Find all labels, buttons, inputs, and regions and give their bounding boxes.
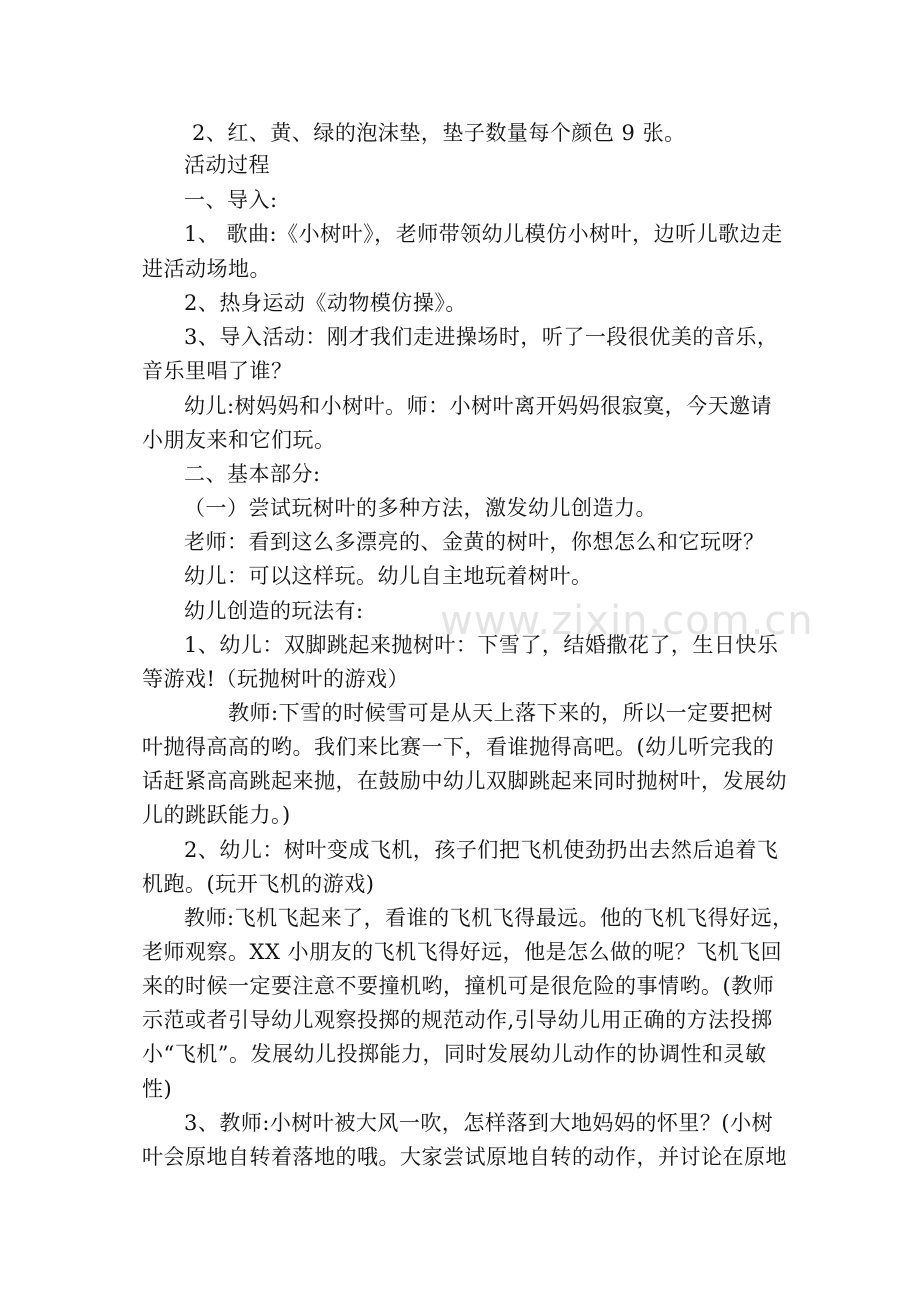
text-line: 老师：看到这么多漂亮的、金黄的树叶，你想怎么和它玩呀？ <box>184 530 765 554</box>
text-line: 教师:飞机飞起来了，看谁的飞机飞得最远。他的飞机飞得好远， <box>184 906 794 930</box>
text-line: 幼儿：可以这样玩。幼儿自主地玩着树叶。 <box>184 564 593 588</box>
text-line: 小“飞机”。发展幼儿投掷能力，同时发展幼儿动作的协调性和灵敏 <box>142 1042 767 1066</box>
section-heading: 二、基本部分: <box>184 462 321 486</box>
text-line: 音乐里唱了谁？ <box>142 359 293 383</box>
text-line: 等游戏!（玩抛树叶的游戏） <box>142 667 409 691</box>
text-line: 2、红、黄、绿的泡沫垫，垫子数量每个颜色 9 张。 <box>192 121 686 145</box>
text-line: 来的时候一定要注意不要撞机哟，撞机可是很危险的事情哟。(教师 <box>142 974 775 998</box>
text-line: 1、幼儿：双脚跳起来抛树叶：下雪了，结婚撒花了，生日快乐 <box>184 633 779 657</box>
text-line: 幼儿创造的玩法有: <box>184 599 364 623</box>
text-line: 教师:下雪的时候雪可是从天上落下来的，所以一定要把树 <box>228 701 774 725</box>
text-line: 1、 歌曲:《小树叶》，老师带领幼儿模仿小树叶，边听儿歌边走 <box>184 222 783 246</box>
text-line: 3、导入活动：刚才我们走进操场时，听了一段很优美的音乐， <box>184 325 779 349</box>
text-line: 性) <box>142 1077 173 1101</box>
text-line: 机跑。(玩开飞机的游戏) <box>142 872 375 896</box>
text-line: 3、教师:小树叶被大风一吹，怎样落到大地妈妈的怀里？(小树 <box>184 1111 774 1135</box>
text-line: 叶会原地自转着落地的哦。大家尝试原地自转的动作，并讨论在原地 <box>142 1145 787 1169</box>
text-line: 叶抛得高高的哟。我们来比赛一下，看谁抛得高吧。(幼儿听完我的 <box>142 735 775 759</box>
watermark: www.zixin.com.cn <box>440 598 814 644</box>
text-line: 小朋友来和它们玩。 <box>142 428 336 452</box>
text-line: （一）尝试玩树叶的多种方法，激发幼儿创造力。 <box>184 496 657 520</box>
section-heading: 一、导入: <box>184 188 278 212</box>
text-line: 话赶紧高高跳起来抛，在鼓励中幼儿双脚跳起来同时抛树叶，发展幼 <box>142 769 787 793</box>
text-line: 儿的跳跃能力。) <box>142 803 291 827</box>
text-line: 进活动场地。 <box>142 257 271 281</box>
text-line: 2、热身运动《动物模仿操》。 <box>184 291 467 315</box>
text-line: 老师观察。XX 小朋友的飞机飞得好远，他是怎么做的呢？飞机飞回 <box>142 940 783 964</box>
section-heading: 活动过程 <box>184 153 270 177</box>
text-line: 示范或者引导幼儿观察投掷的规范动作,引导幼儿用正确的方法投掷 <box>142 1008 773 1032</box>
text-line: 2、幼儿：树叶变成飞机，孩子们把飞机使劲扔出去然后追着飞 <box>184 838 779 862</box>
text-line: 幼儿:树妈妈和小树叶。师：小树叶离开妈妈很寂寞，今天邀请 <box>184 394 773 418</box>
